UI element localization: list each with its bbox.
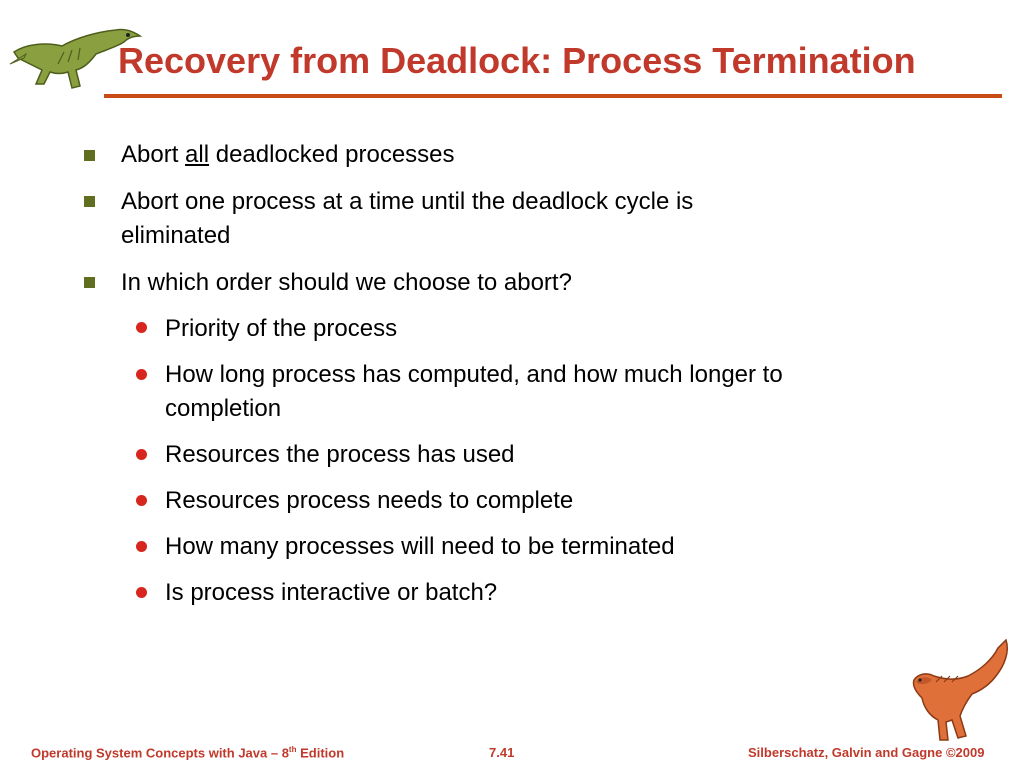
footer-copyright: Silberschatz, Galvin and Gagne ©2009 — [748, 745, 985, 760]
sub-bullet-priority: Priority of the process — [165, 315, 398, 342]
sub-bullet-computed-line1: How long process has computed, and how much longer to — [165, 361, 783, 388]
sub-bullet-resources-needed: Resources process needs to complete — [165, 487, 574, 514]
bullet-order-question: In which order should we choose to abort? — [121, 269, 572, 296]
bullet-abort-all — [121, 138, 455, 172]
dinosaur-icon — [906, 636, 1016, 746]
square-bullet-icon — [84, 150, 95, 161]
sub-bullet-interactive-batch: Is process interactive or batch? — [165, 579, 498, 606]
square-bullet-icon — [84, 277, 95, 288]
square-bullet-icon — [84, 196, 95, 207]
round-bullet-icon — [136, 587, 147, 598]
bullet-emphasis: all — [185, 141, 210, 168]
footer-text: Edition — [296, 745, 345, 761]
round-bullet-icon — [136, 541, 147, 552]
round-bullet-icon — [136, 322, 147, 333]
sub-bullet-resources-used: Resources the process has used — [165, 441, 515, 468]
bullet-abort-one-line2: eliminated — [121, 222, 231, 249]
slide-title: Recovery from Deadlock: Process Termination — [118, 40, 916, 81]
bullet-abort-one-line1: Abort one process at a time until the deadlock cycle is — [121, 188, 694, 215]
bullet-text: deadlocked processes — [209, 141, 455, 168]
sub-bullet-computed-line2: completion — [165, 395, 282, 422]
footer-page-number: 7.41 — [489, 745, 515, 760]
round-bullet-icon — [136, 369, 147, 380]
bullet-text: Abort — [121, 141, 186, 168]
footer-book-title — [31, 745, 344, 760]
footer-text: Operating System Concepts with Java – 8 — [31, 745, 289, 761]
round-bullet-icon — [136, 449, 147, 460]
footer-superscript: th — [288, 745, 297, 754]
sub-bullet-how-many: How many processes will need to be terminated — [165, 533, 675, 560]
round-bullet-icon — [136, 495, 147, 506]
